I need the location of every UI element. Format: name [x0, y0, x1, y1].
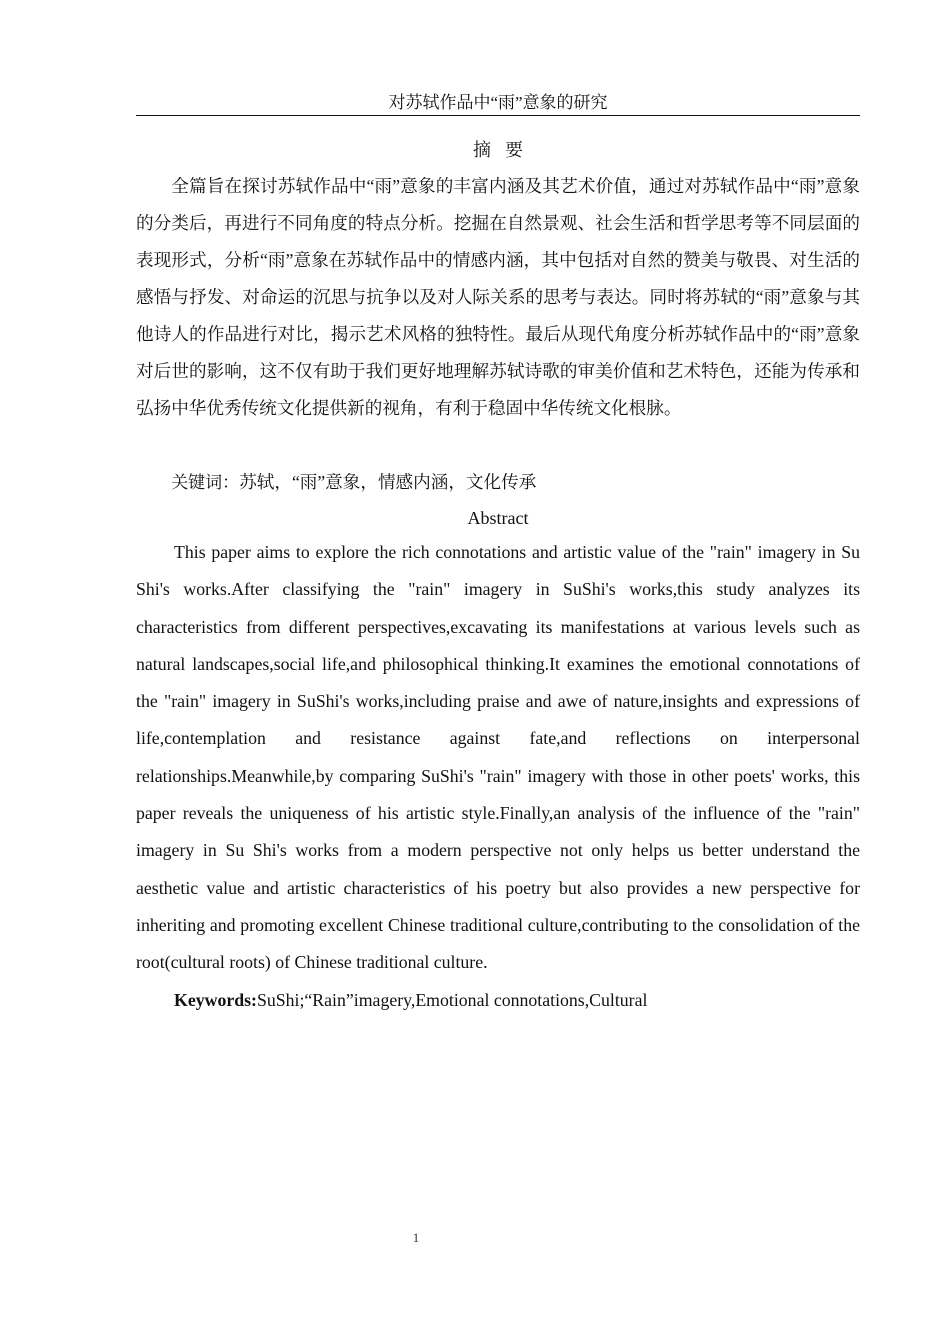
english-keywords-text: SuShi;“Rain”imagery,Emotional connotations,Cultural	[256, 990, 648, 1010]
chinese-abstract-heading: 摘要	[473, 140, 537, 160]
page-number: 1	[412, 1230, 420, 1245]
english-keywords-label: Keywords:	[174, 990, 257, 1010]
chinese-abstract-body: 全篇旨在探讨苏轼作品中“雨”意象的丰富内涵及其艺术价值，通过对苏轼作品中“雨”意象的分类后，再进行不同角度的特点分析。挖掘在自然景观、社会生活和哲学思考等不同层面的表现形式，分析“雨”意象在苏轼作品中的情感内涵，其中包括对自然的赞美与敬畏、对生活的感悟与抒发、对命运的沉思与抗争以及对人际关系的思考与表达。同时将苏轼的“雨”意象与其他诗人的作品进行对比，揭示艺术风格的独特性。最后从现代角度分析苏轼作品中的“雨”意象对后世的影响，这不仅有助于我们更好地理解苏轼诗歌的审美价值和艺术特色，还能为传承和弘扬中华优秀传统文化提供新的视角，有利于稳固中华传统文化根脉。	[136, 176, 860, 418]
chinese-keywords-text: 苏轼，“雨”意象，情感内涵，文化传承	[239, 472, 537, 492]
english-abstract-heading: Abstract	[467, 508, 529, 528]
chinese-keywords	[136, 464, 860, 502]
english-abstract-body: This paper aims to explore the rich connotations and artistic value of the "rain" imagery in Su Shi's works.After classifying the "rain" imagery in SuShi's works,this study analyzes its characteristics from different perspectives,excavating its manifestations at various levels such as natural landscapes,social life,and philosophical thinking.It examines the emotional connotations of the "rain" imagery in SuShi's works,including praise and awe of nature,insights and expressions of life,contemplation and resistance against fate,and reflections on interpersonal relationships.Meanwhile,by comparing SuShi's "rain" imagery with those in other poets' works, this paper reveals the uniqueness of his artistic style.Finally,an analysis of the influence of the "rain" imagery in Su Shi's works from a modern perspective not only helps us better understand the aesthetic value and artistic characteristics of his poetry but also provides a new perspective for inheriting and promoting excellent Chinese traditional culture,contributing to the consolidation of the root(cultural roots) of Chinese traditional culture.	[136, 542, 860, 973]
running-header: 对苏轼作品中“雨”意象的研究	[136, 92, 860, 116]
chinese-keywords-label: 关键词：	[171, 473, 240, 493]
english-keywords	[136, 985, 860, 1015]
